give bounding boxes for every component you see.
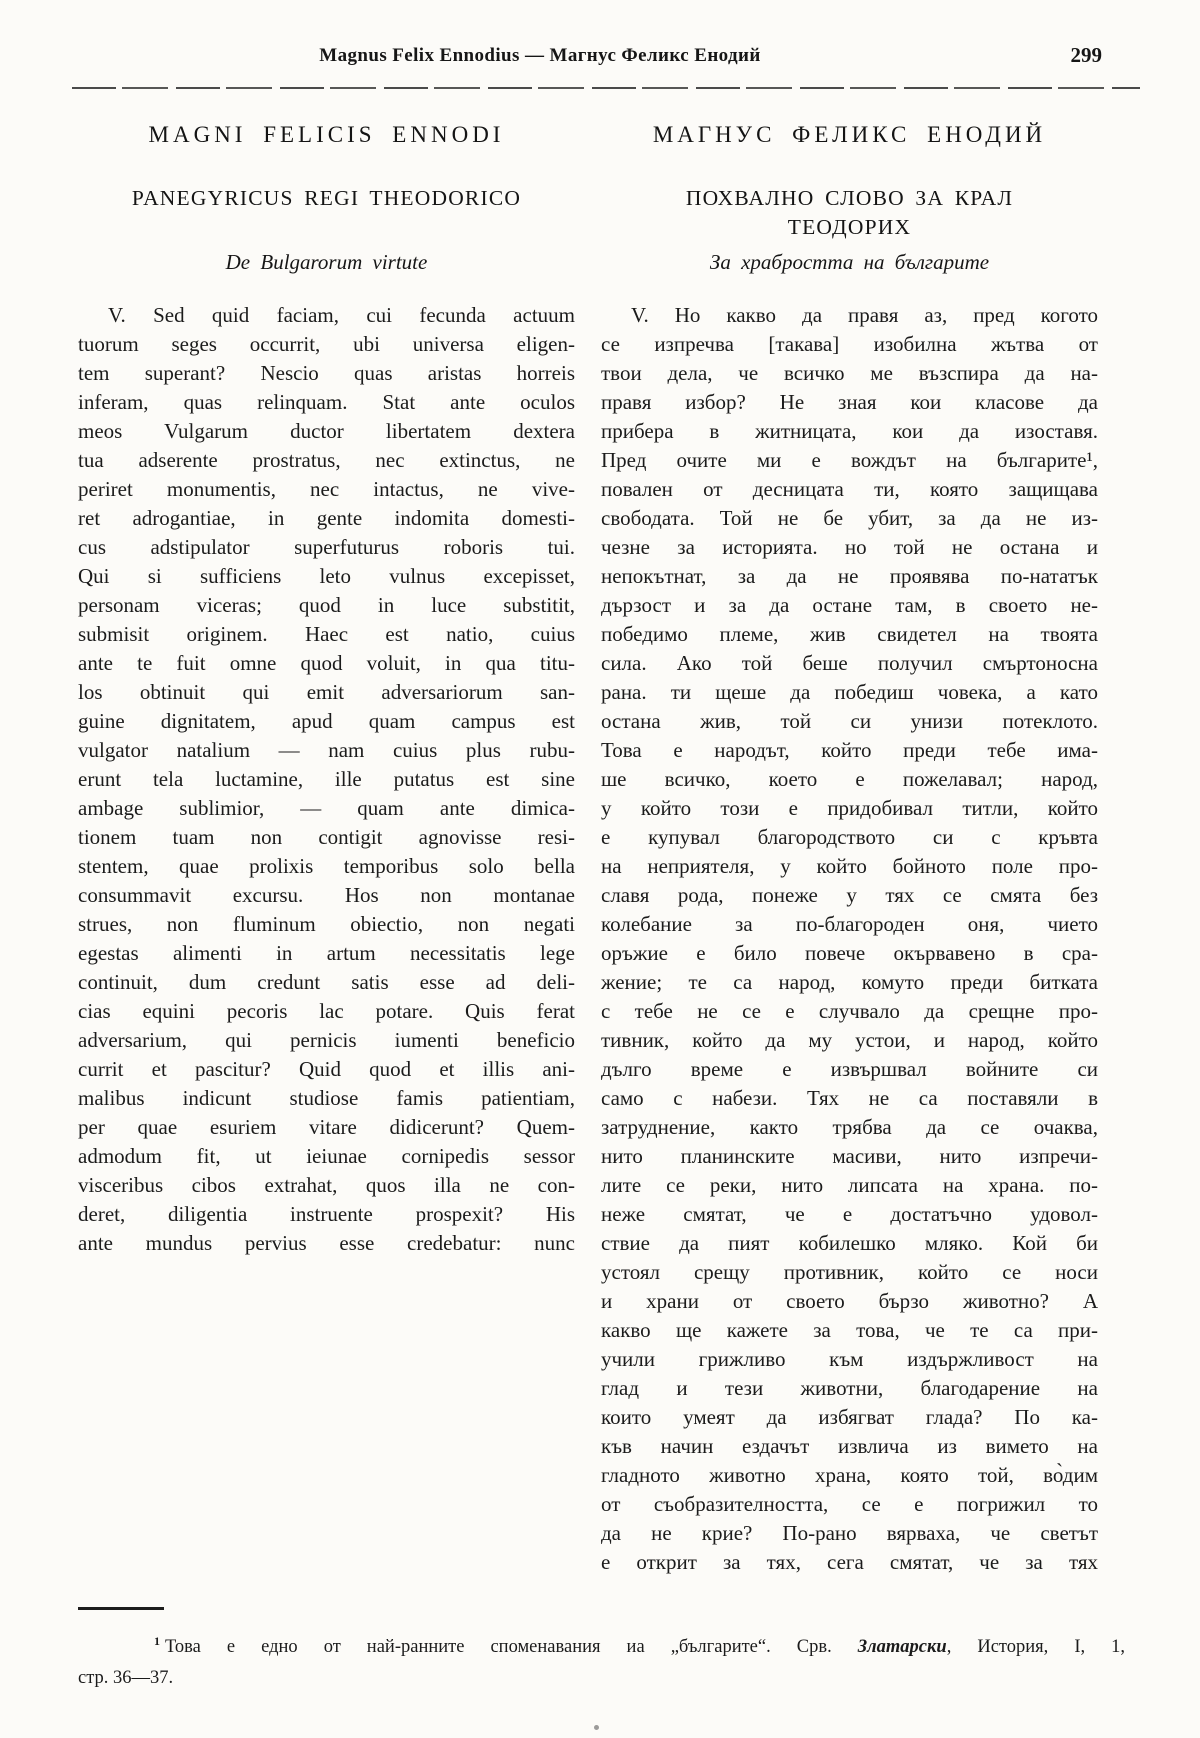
text-line: от съобразителността, се е погрижил то bbox=[601, 1492, 1098, 1516]
latin-work-heading bbox=[78, 184, 575, 248]
latin-author-heading: MAGNI FELICIS ENNODI bbox=[148, 122, 505, 147]
text-line: непокътнат, за да не проявява по-нататък bbox=[601, 564, 1098, 588]
text-line: и храни от своето бързо животно? А bbox=[601, 1289, 1098, 1313]
bulgarian-section-subtitle: За храбростта на българите bbox=[709, 250, 990, 274]
text-line: V. Sed quid faciam, cui fecunda actuum bbox=[108, 303, 575, 327]
bulgarian-work-heading bbox=[601, 184, 1098, 248]
text-line: чезне за историята. но той не остана и bbox=[601, 535, 1098, 559]
two-column-text bbox=[78, 112, 1098, 1577]
text-line: колебание за по-благороден оня, чието bbox=[601, 912, 1098, 936]
text-line: гладното животно храна, която той, во̀дим bbox=[601, 1463, 1098, 1487]
text-line: Пред очите ми е вождът на българите¹, bbox=[601, 448, 1098, 472]
text-line: Това е народът, който преди тебе има- bbox=[601, 738, 1098, 762]
footnote-text-before: Това е едно от най-ранните споменавания иа „българите“. Срв. bbox=[165, 1637, 858, 1657]
text-line: само с набези. Тях не са поставяли в bbox=[601, 1086, 1098, 1110]
text-line: admodum fit, ut ieiunae cornipedis sessor bbox=[78, 1144, 575, 1168]
text-line: cias equini pecoris lac potare. Quis ferat bbox=[78, 999, 575, 1023]
text-line: да не крие? По-рано вярваха, че светът bbox=[601, 1521, 1098, 1545]
bulgarian-column bbox=[601, 112, 1098, 1577]
text-line: победимо племе, жив свидетел на твоята bbox=[601, 622, 1098, 646]
text-line: какво ще кажете за това, че те са при- bbox=[601, 1318, 1098, 1342]
text-line: остана жив, той си унизи потеклото. bbox=[601, 709, 1098, 733]
page-number: 299 bbox=[1070, 43, 1102, 67]
text-line: currit et pascitur? Quid quod et illis ani- bbox=[78, 1057, 575, 1081]
text-line: egestas alimenti in artum necessitatis lege bbox=[78, 941, 575, 965]
text-line: които умеят да избягват глада? По ка- bbox=[601, 1405, 1098, 1429]
text-line: Qui si sufficiens leto vulnus excepisset, bbox=[78, 564, 575, 588]
text-line: дързост и за да остане там, в своето не- bbox=[601, 593, 1098, 617]
text-line: устоял срещу противник, който се носи bbox=[601, 1260, 1098, 1284]
text-line: inferam, quas relinquam. Stat ante oculos bbox=[78, 390, 575, 414]
text-line: V. Но какво да правя аз, пред когото bbox=[631, 303, 1098, 327]
footnote bbox=[78, 1626, 1125, 1694]
text-line: deret, diligentia instruente prospexit? His bbox=[78, 1202, 575, 1226]
footnote-text-after: , История, I, 1, bbox=[946, 1637, 1126, 1657]
text-line: учили грижливо към издържливост на bbox=[601, 1347, 1098, 1371]
text-line: с тебе не се е случвало да срещне про- bbox=[601, 999, 1098, 1023]
text-line: тивник, който да му устои, и народ, който bbox=[601, 1028, 1098, 1052]
text-line: tionem tuam non contigit agnovisse resi- bbox=[78, 825, 575, 849]
text-line: tem superant? Nescio quas aristas horreis bbox=[78, 361, 575, 385]
text-line: consummavit excursu. Hos non montanae bbox=[78, 883, 575, 907]
text-line: per quae esuriem vitare didicerunt? Quem- bbox=[78, 1115, 575, 1139]
text-line: tuorum seges occurrit, ubi universa eligen- bbox=[78, 332, 575, 356]
footnote-marker: 1 bbox=[154, 1634, 160, 1648]
latin-body-text bbox=[78, 301, 575, 1258]
scan-artifact-dot bbox=[594, 1725, 599, 1730]
text-line: ante mundus pervius esse credebatur: nunc bbox=[78, 1231, 575, 1255]
text-line: visceribus cibos extrahat, quos illa ne con- bbox=[78, 1173, 575, 1197]
text-line: stentem, quae prolixis temporibus solo bella bbox=[78, 854, 575, 878]
text-line: tua adserente prostratus, nec extinctus, ne bbox=[78, 448, 575, 472]
text-line: malibus indicunt studiose famis patientiam, bbox=[78, 1086, 575, 1110]
text-line: къв начин ездачът извлича из вимето на bbox=[601, 1434, 1098, 1458]
bulgarian-work-heading-line2: ТЕОДОРИХ bbox=[787, 215, 912, 239]
bulgarian-body-text bbox=[601, 301, 1098, 1577]
text-line: жение; те са народ, комуто преди битката bbox=[601, 970, 1098, 994]
text-line: strues, non fluminum obiectio, non negati bbox=[78, 912, 575, 936]
text-line: славя рода, понеже у тях се смята без bbox=[601, 883, 1098, 907]
footnote-line-1 bbox=[78, 1626, 1125, 1663]
text-line: los obtinuit qui emit adversariorum san- bbox=[78, 680, 575, 704]
text-line: на неприятеля, у който бойното поле про- bbox=[601, 854, 1098, 878]
text-line: submisit originem. Haec est natio, cuius bbox=[78, 622, 575, 646]
text-line: е купувал благородството си с кръвта bbox=[601, 825, 1098, 849]
text-line: vulgator natalium — nam cuius plus rubu- bbox=[78, 738, 575, 762]
text-line: се изпречва [такава] изобилна жътва от bbox=[601, 332, 1098, 356]
text-line: неже смятат, че е достатъчно удовол- bbox=[601, 1202, 1098, 1226]
text-line: adversarium, qui pernicis iumenti beneficio bbox=[78, 1028, 575, 1052]
text-line: дълго време е извършвал войните си bbox=[601, 1057, 1098, 1081]
text-line: meos Vulgarum ductor libertatem dextera bbox=[78, 419, 575, 443]
text-line: твои дела, че всичко ме възспира да на- bbox=[601, 361, 1098, 385]
text-line: periret monumentis, nec intactus, ne vive- bbox=[78, 477, 575, 501]
text-line: ante te fuit omne quod voluit, in qua titu- bbox=[78, 651, 575, 675]
text-line: свободата. Той не бе убит, за да не из- bbox=[601, 506, 1098, 530]
footnote-author-name: Златарски bbox=[857, 1637, 947, 1657]
text-line: оръжие е било повече окървавено в сра- bbox=[601, 941, 1098, 965]
text-line: guine dignitatem, apud quam campus est bbox=[78, 709, 575, 733]
text-line: рана. ти щеше да победиш човека, а като bbox=[601, 680, 1098, 704]
text-line: прибера в житницата, кои да изоставя. bbox=[601, 419, 1098, 443]
latin-column bbox=[78, 112, 575, 1577]
text-line: erunt tela luctamine, ille putatus est sine bbox=[78, 767, 575, 791]
text-line: сила. Ако той беше получил смъртоносна bbox=[601, 651, 1098, 675]
text-line: затруднение, както трябва да се очаква, bbox=[601, 1115, 1098, 1139]
text-line: глад и тези животни, благодарение на bbox=[601, 1376, 1098, 1400]
bulgarian-work-heading-line1: ПОХВАЛНО СЛОВО ЗА КРАЛ bbox=[685, 186, 1014, 210]
text-line: у който този е придобивал титли, който bbox=[601, 796, 1098, 820]
text-line: ше всичко, което е пожелавал; народ, bbox=[601, 767, 1098, 791]
text-line: ambage sublimior, — quam ante dimica- bbox=[78, 796, 575, 820]
text-line: правя избор? Не зная кои класове да bbox=[601, 390, 1098, 414]
text-line: лите се реки, нито липсата на храна. по- bbox=[601, 1173, 1098, 1197]
running-head-title: Magnus Felix Ennodius — Магнус Феликс Енодий bbox=[319, 45, 761, 66]
latin-work-heading-line: PANEGYRICUS REGI THEODORICO bbox=[131, 186, 522, 210]
text-line: нито планинските масиви, нито изпречи- bbox=[601, 1144, 1098, 1168]
text-line: ствие да пият кобилешко мляко. Кой би bbox=[601, 1231, 1098, 1255]
text-line: повален от десницата ти, която защищава bbox=[601, 477, 1098, 501]
footnote-line-2: стр. 36—37. bbox=[78, 1668, 174, 1688]
text-line: personam viceras; quod in luce substitit, bbox=[78, 593, 575, 617]
text-line: continuit, dum credunt satis esse ad deli- bbox=[78, 970, 575, 994]
text-line: cus adstipulator superfuturus roboris tui. bbox=[78, 535, 575, 559]
latin-section-subtitle: De Bulgarorum virtute bbox=[225, 250, 428, 274]
header-rule bbox=[72, 87, 1140, 89]
footnote-separator-rule bbox=[78, 1607, 164, 1610]
bulgarian-author-heading: МАГНУС ФЕЛИКС ЕНОДИЙ bbox=[652, 122, 1047, 147]
text-line: е открит за тях, сега смятат, че за тях bbox=[601, 1550, 1098, 1574]
text-line: ret adrogantiae, in gente indomita domesti- bbox=[78, 506, 575, 530]
